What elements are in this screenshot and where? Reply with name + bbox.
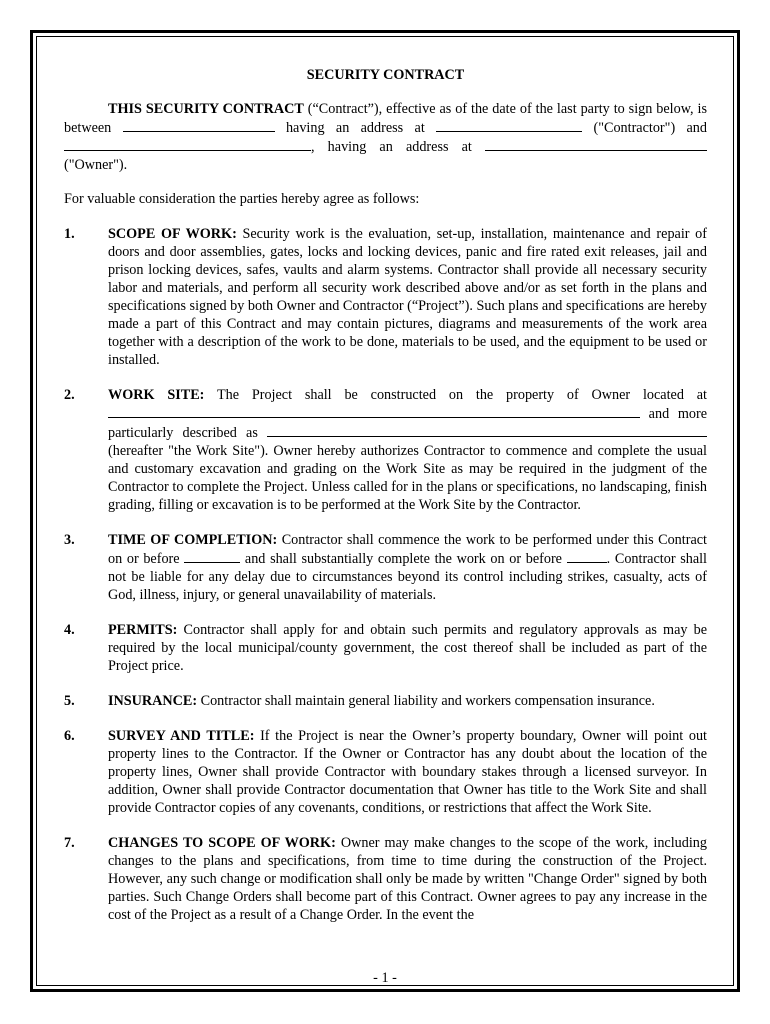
section-heading: TIME OF COMPLETION:: [108, 532, 278, 548]
section-permits: [64, 621, 707, 675]
owner-address-blank[interactable]: [485, 137, 707, 151]
section-heading: WORK SITE:: [108, 387, 205, 403]
intro-text-2: having an address at: [274, 120, 437, 136]
section-number: 5.: [64, 693, 75, 709]
section-text: Security work is the evaluation, set-up, installation, maintenance and repair of doors and door assemblies, gates, locks and locking devices, panic and fire rated exit releases, jail and prison locking devices, safes, vaults and alarm systems. Contractor shall provide all necessary security labor and materials, and perform all security work described above and/or as set forth in the plans and specifications signed by both Owner and Contractor (“Project”). Such plans and specifications are hereby made a part of this Contract and may contain pictures, diagrams and measurements of the work area together with a description of the work to be done, materials to be used, and the equipment to be used or installed.: [108, 226, 707, 368]
document-body: [64, 66, 707, 941]
section-heading: SURVEY AND TITLE:: [108, 728, 255, 744]
intro-text-4: , having an address at: [311, 139, 485, 155]
section-text: Contractor shall maintain general liability and workers compensation insurance.: [197, 693, 655, 709]
section-text-3: (hereafter "the Work Site"). Owner hereby authorizes Contractor to commence and complete the usual and customary excavation and grading on the Work Site as may be required in the judgment of the Contractor to complete the Project. Unless called for in the plans or specifications, no landscaping, finish grading, filling or excavation is to be performed at the Work Site by the Contractor.: [108, 443, 707, 513]
page-number: - 1 -: [373, 970, 397, 986]
contractor-address-blank[interactable]: [436, 118, 582, 132]
start-date-blank[interactable]: [184, 549, 240, 563]
section-work-site: [64, 386, 707, 514]
intro-text-1: (“Contract”), effective as of the date of the last party to sign below, is between: [64, 101, 707, 136]
section-number: 4.: [64, 622, 75, 638]
section-insurance: [64, 692, 707, 710]
section-text-2: and more particularly described as: [108, 406, 707, 441]
section-text: Owner may make changes to the scope of the work, including changes to the plans and specifications, from time to time during the construction of the Project. However, any such change or modification shall only be made by written "Change Order" signed by both parties. Such Change Orders shall become part of this Contract. Owner agrees to pay any increase in the cost of the Project as a result of a Change Order. In the event the: [108, 835, 707, 923]
intro-lead: THIS SECURITY CONTRACT: [108, 101, 304, 117]
section-number: 7.: [64, 835, 75, 851]
section-heading: CHANGES TO SCOPE OF WORK:: [108, 835, 336, 851]
contractor-name-blank[interactable]: [123, 118, 275, 132]
intro-text-3: ("Contractor") and: [582, 120, 707, 136]
section-number: 2.: [64, 387, 75, 403]
intro-paragraph: [64, 100, 707, 174]
completion-date-blank[interactable]: [567, 549, 607, 563]
owner-name-blank[interactable]: [64, 137, 311, 151]
work-site-location-blank[interactable]: [108, 404, 640, 418]
section-heading: PERMITS:: [108, 622, 178, 638]
section-number: 6.: [64, 728, 75, 744]
section-changes-to-scope: [64, 834, 707, 924]
section-heading: INSURANCE:: [108, 693, 198, 709]
consideration-paragraph: For valuable consideration the parties hereby agree as follows:: [64, 191, 420, 207]
section-number: 1.: [64, 226, 75, 242]
section-text-1: Contractor shall commence the work to be performed under this Contract on or before: [108, 532, 707, 567]
section-text: If the Project is near the Owner’s property boundary, Owner will point out property lines to the Contractor. If the Owner or Contractor has any doubt about the location of the property lines, Owner shall provide Contractor with boundary stakes through a licensed surveyor. In addition, Owner shall provide Contractor documentation that Owner has title to the Work Site and shall provide Contractor copies of any covenants, conditions, or restrictions that affect the Work Site.: [108, 728, 707, 816]
section-text-2: and shall substantially complete the work on or before: [240, 551, 567, 567]
section-heading: SCOPE OF WORK:: [108, 226, 237, 242]
section-text-1: The Project shall be constructed on the property of Owner located at: [204, 387, 707, 403]
intro-text-5: ("Owner").: [64, 157, 128, 173]
work-site-description-blank[interactable]: [267, 423, 707, 437]
section-text: Contractor shall apply for and obtain such permits and regulatory approvals as may be required by the local municipal/county government, the cost thereof shall be included as part of the Project price.: [108, 622, 707, 674]
section-survey-and-title: [64, 727, 707, 817]
section-time-of-completion: [64, 531, 707, 604]
document-title: SECURITY CONTRACT: [306, 67, 465, 83]
section-text-3: . Contractor shall not be liable for any delay due to circumstances beyond its control including strikes, casualty, acts of God, illness, injury, or general unavailability of materials.: [108, 551, 708, 603]
section-scope-of-work: [64, 225, 707, 369]
section-number: 3.: [64, 532, 75, 548]
